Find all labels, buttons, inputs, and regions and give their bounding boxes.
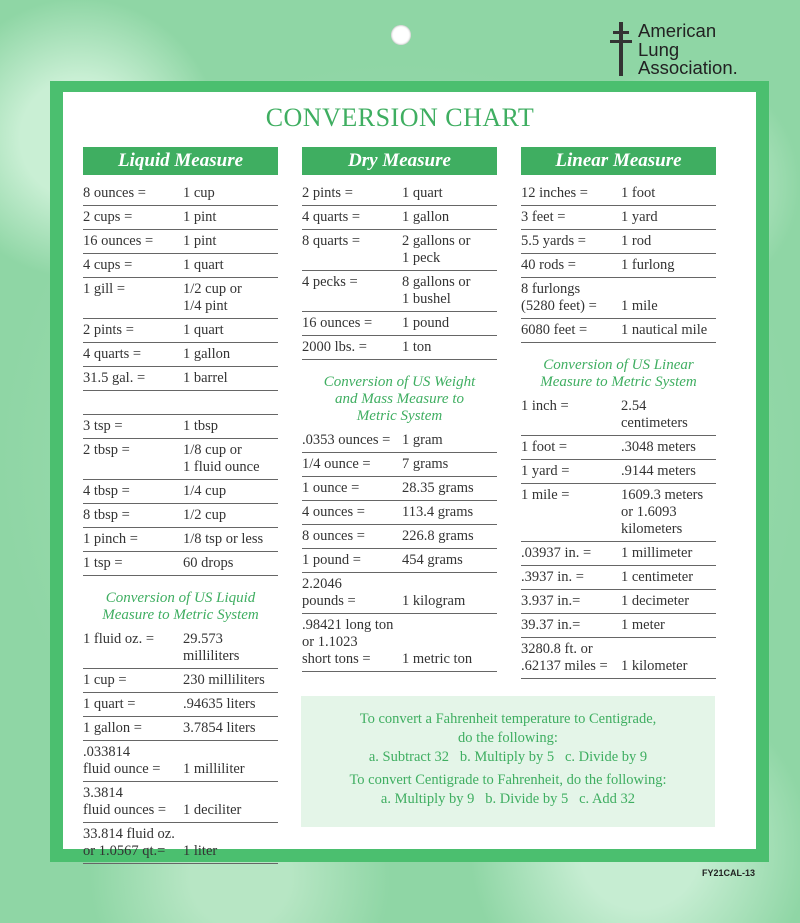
row-left-value: 4 pecks = bbox=[302, 274, 358, 290]
row-left-value: 5.5 yards = bbox=[521, 233, 586, 249]
row-right-value: 1 quart bbox=[183, 322, 224, 338]
table-row bbox=[302, 614, 497, 672]
row-left-value: 1 inch = bbox=[521, 398, 569, 414]
dry-measure-header: Dry Measure bbox=[302, 147, 497, 175]
row-right-value: 1 gram bbox=[402, 432, 443, 448]
table-row bbox=[83, 504, 278, 528]
temperature-note bbox=[301, 696, 715, 827]
row-right-value: 1 millimeter bbox=[621, 545, 693, 561]
table-row bbox=[302, 501, 497, 525]
table-row bbox=[521, 460, 716, 484]
table-row bbox=[521, 484, 716, 542]
ala-logo bbox=[610, 22, 738, 78]
table-row bbox=[302, 206, 497, 230]
row-right-value: 8 gallons or 1 bushel bbox=[402, 274, 471, 307]
row-left-value: .03937 in. = bbox=[521, 545, 592, 561]
row-right-value: 1 liter bbox=[183, 843, 218, 859]
row-left-value: 1 foot = bbox=[521, 439, 568, 455]
row-left-value: .98421 long ton or 1.1023 short tons = bbox=[302, 617, 394, 667]
table-row bbox=[302, 182, 497, 206]
row-left-value: 1 mile = bbox=[521, 487, 570, 503]
blank-row bbox=[83, 391, 278, 415]
row-left-value: 3.937 in.= bbox=[521, 593, 581, 609]
row-right-value: 3.7854 liters bbox=[183, 720, 256, 736]
table-row bbox=[83, 480, 278, 504]
row-right-value: 1 centimeter bbox=[621, 569, 694, 585]
logo-text bbox=[638, 22, 738, 78]
row-right-value: 230 milliliters bbox=[183, 672, 265, 688]
liquid-measure-column bbox=[83, 182, 278, 864]
form-code: FY21CAL-13 bbox=[702, 868, 756, 878]
row-left-value: 1 quart = bbox=[83, 696, 136, 712]
row-left-value: 12 inches = bbox=[521, 185, 588, 201]
table-row bbox=[83, 278, 278, 319]
table-row bbox=[302, 453, 497, 477]
table-row bbox=[83, 628, 278, 669]
row-left-value: 3.3814 fluid ounces = bbox=[83, 785, 167, 818]
row-right-value: 1 decimeter bbox=[621, 593, 690, 609]
table-row bbox=[302, 312, 497, 336]
row-right-value: 1 pint bbox=[183, 233, 217, 249]
table-row bbox=[83, 717, 278, 741]
row-right-value: 1 foot bbox=[621, 185, 656, 201]
row-right-value: 113.4 grams bbox=[402, 504, 474, 520]
row-left-value: 1 fluid oz. = bbox=[83, 631, 154, 647]
table-row bbox=[83, 319, 278, 343]
row-left-value: 1 gill = bbox=[83, 281, 126, 297]
row-left-value: 8 furlongs (5280 feet) = bbox=[521, 281, 597, 314]
note-line-3: a. Subtract 32 b. Multiply by 5 c. Divide by 9 bbox=[368, 749, 648, 765]
logo-line-1: American bbox=[638, 20, 717, 41]
row-right-value: 1/4 cup bbox=[183, 483, 227, 499]
row-right-value: 1/8 cup or 1 fluid ounce bbox=[183, 442, 260, 475]
row-right-value: 1 yard bbox=[621, 209, 658, 225]
row-right-value: 1 quart bbox=[183, 257, 224, 273]
row-left-value: 1 ounce = bbox=[302, 480, 360, 496]
logo-line-3: Association. bbox=[638, 57, 738, 78]
row-right-value: 29.573 milliliters bbox=[183, 631, 240, 664]
row-right-value: 1 barrel bbox=[183, 370, 228, 386]
row-left-value: 1 cup = bbox=[83, 672, 127, 688]
row-right-value: 226.8 grams bbox=[402, 528, 474, 544]
table-row bbox=[83, 693, 278, 717]
table-row bbox=[302, 336, 497, 360]
row-left-value: 8 quarts = bbox=[302, 233, 361, 249]
row-right-value: 1 kilometer bbox=[621, 658, 688, 674]
row-right-value: 1/2 cup bbox=[183, 507, 227, 523]
table-row bbox=[521, 319, 716, 343]
row-left-value: 4 quarts = bbox=[302, 209, 361, 225]
row-left-value: .0353 ounces = bbox=[302, 432, 391, 448]
row-right-value: 1/8 tsp or less bbox=[183, 531, 264, 547]
row-right-value: 1 tbsp bbox=[183, 418, 219, 434]
row-right-value: 1 gallon bbox=[402, 209, 450, 225]
row-right-value: 7 grams bbox=[402, 456, 449, 472]
linear-measure-header: Linear Measure bbox=[521, 147, 716, 175]
row-left-value: 6080 feet = bbox=[521, 322, 588, 338]
row-right-value: 1 cup bbox=[183, 185, 215, 201]
row-right-value: 1 meter bbox=[621, 617, 665, 633]
row-left-value: 40 rods = bbox=[521, 257, 576, 273]
row-right-value: 1 rod bbox=[621, 233, 652, 249]
table-row bbox=[302, 573, 497, 614]
table-row bbox=[521, 590, 716, 614]
linear-measure-column bbox=[521, 182, 716, 679]
row-left-value: 1 yard = bbox=[521, 463, 570, 479]
row-right-value: 1 deciliter bbox=[183, 802, 242, 818]
row-right-value: 1 milliliter bbox=[183, 761, 245, 777]
row-left-value: 4 ounces = bbox=[302, 504, 365, 520]
row-left-value: 2 tbsp = bbox=[83, 442, 130, 458]
row-right-value: .94635 liters bbox=[183, 696, 256, 712]
table-row bbox=[521, 436, 716, 460]
row-left-value: 4 cups = bbox=[83, 257, 133, 273]
row-left-value: 8 tbsp = bbox=[83, 507, 130, 523]
table-row bbox=[83, 415, 278, 439]
row-right-value: 1 quart bbox=[402, 185, 443, 201]
row-left-value: 2 pints = bbox=[83, 322, 134, 338]
note-line-5: a. Multiply by 9 b. Divide by 5 c. Add 32 bbox=[380, 791, 636, 807]
row-right-value: .3048 meters bbox=[621, 439, 696, 455]
row-left-value: 1/4 ounce = bbox=[302, 456, 371, 472]
row-left-value: 2 pints = bbox=[302, 185, 353, 201]
row-left-value: 31.5 gal. = bbox=[83, 370, 146, 386]
cross-icon bbox=[610, 22, 632, 76]
row-right-value: 1 gallon bbox=[183, 346, 231, 362]
table-row bbox=[521, 395, 716, 436]
section-subheading: Conversion of US Weight and Mass Measure to Metric System bbox=[323, 374, 476, 424]
table-row bbox=[83, 439, 278, 480]
row-left-value: 1 pinch = bbox=[83, 531, 138, 547]
table-row bbox=[302, 230, 497, 271]
row-right-value: .9144 meters bbox=[621, 463, 696, 479]
row-right-value: 1 pint bbox=[183, 209, 217, 225]
table-row bbox=[521, 614, 716, 638]
punch-hole bbox=[391, 25, 411, 45]
row-left-value: 2000 lbs. = bbox=[302, 339, 367, 355]
table-row bbox=[83, 254, 278, 278]
row-left-value: 8 ounces = bbox=[83, 185, 146, 201]
row-left-value: 16 ounces = bbox=[302, 315, 373, 331]
page-title: CONVERSION CHART bbox=[265, 103, 535, 132]
table-row bbox=[83, 230, 278, 254]
note-line-4: To convert Centigrade to Fahrenheit, do the following: bbox=[349, 772, 667, 788]
row-left-value: 2.2046 pounds = bbox=[302, 576, 356, 609]
row-left-value: 8 ounces = bbox=[302, 528, 365, 544]
table-row bbox=[521, 566, 716, 590]
row-right-value: 454 grams bbox=[402, 552, 463, 568]
row-left-value: 1 tsp = bbox=[83, 555, 123, 571]
row-left-value: .3937 in. = bbox=[521, 569, 584, 585]
row-left-value: 3 tsp = bbox=[83, 418, 123, 434]
dry-measure-column bbox=[302, 182, 497, 672]
table-row bbox=[302, 271, 497, 312]
table-row bbox=[83, 367, 278, 391]
note-line-2: do the following: bbox=[458, 730, 558, 746]
table-row bbox=[83, 741, 278, 782]
section-subheading: Conversion of US Liquid Measure to Metric System bbox=[102, 590, 259, 623]
row-left-value: 2 cups = bbox=[83, 209, 133, 225]
table-row bbox=[302, 477, 497, 501]
table-row bbox=[521, 206, 716, 230]
table-row bbox=[521, 230, 716, 254]
row-right-value: 1 metric ton bbox=[402, 651, 473, 667]
row-left-value: 1 gallon = bbox=[83, 720, 142, 736]
table-row bbox=[302, 429, 497, 453]
section-subheading: Conversion of US Linear Measure to Metric System bbox=[540, 357, 697, 390]
row-left-value: 1 pound = bbox=[302, 552, 361, 568]
table-row bbox=[521, 254, 716, 278]
row-left-value: 3280.8 ft. or .62137 miles = bbox=[521, 641, 608, 674]
row-right-value: 28.35 grams bbox=[402, 480, 474, 496]
table-row bbox=[302, 525, 497, 549]
table-row bbox=[521, 638, 716, 679]
table-row bbox=[83, 528, 278, 552]
row-right-value: 2.54 centimeters bbox=[621, 398, 688, 431]
row-right-value: 60 drops bbox=[183, 555, 234, 571]
logo-line-2: Lung bbox=[638, 38, 680, 60]
table-row bbox=[302, 549, 497, 573]
table-row bbox=[83, 782, 278, 823]
table-row bbox=[521, 182, 716, 206]
row-left-value: 4 quarts = bbox=[83, 346, 142, 362]
row-left-value: 33.814 fluid oz. or 1.0567 qt.= bbox=[83, 826, 175, 859]
row-right-value: 2 gallons or 1 peck bbox=[402, 233, 471, 266]
table-row bbox=[83, 343, 278, 367]
row-left-value: 3 feet = bbox=[521, 209, 566, 225]
note-line-1: To convert a Fahrenheit temperature to Centigrade, bbox=[359, 711, 657, 727]
row-right-value: 1/2 cup or 1/4 pint bbox=[183, 281, 242, 314]
table-row bbox=[83, 206, 278, 230]
row-right-value: 1609.3 meters or 1.6093 kilometers bbox=[621, 487, 704, 537]
liquid-measure-header: Liquid Measure bbox=[83, 147, 278, 175]
table-row bbox=[521, 542, 716, 566]
row-left-value: 4 tbsp = bbox=[83, 483, 130, 499]
table-row bbox=[83, 669, 278, 693]
row-right-value: 1 nautical mile bbox=[621, 322, 708, 338]
row-left-value: 16 ounces = bbox=[83, 233, 154, 249]
row-left-value: 39.37 in.= bbox=[521, 617, 581, 633]
row-right-value: 1 kilogram bbox=[402, 593, 466, 609]
table-row bbox=[521, 278, 716, 319]
table-row bbox=[83, 552, 278, 576]
table-row bbox=[83, 182, 278, 206]
row-right-value: 1 furlong bbox=[621, 257, 675, 273]
table-row bbox=[83, 823, 278, 864]
row-right-value: 1 pound bbox=[402, 315, 450, 331]
row-left-value: .033814 fluid ounce = bbox=[83, 744, 161, 777]
row-right-value: 1 mile bbox=[621, 298, 658, 314]
row-right-value: 1 ton bbox=[402, 339, 432, 355]
